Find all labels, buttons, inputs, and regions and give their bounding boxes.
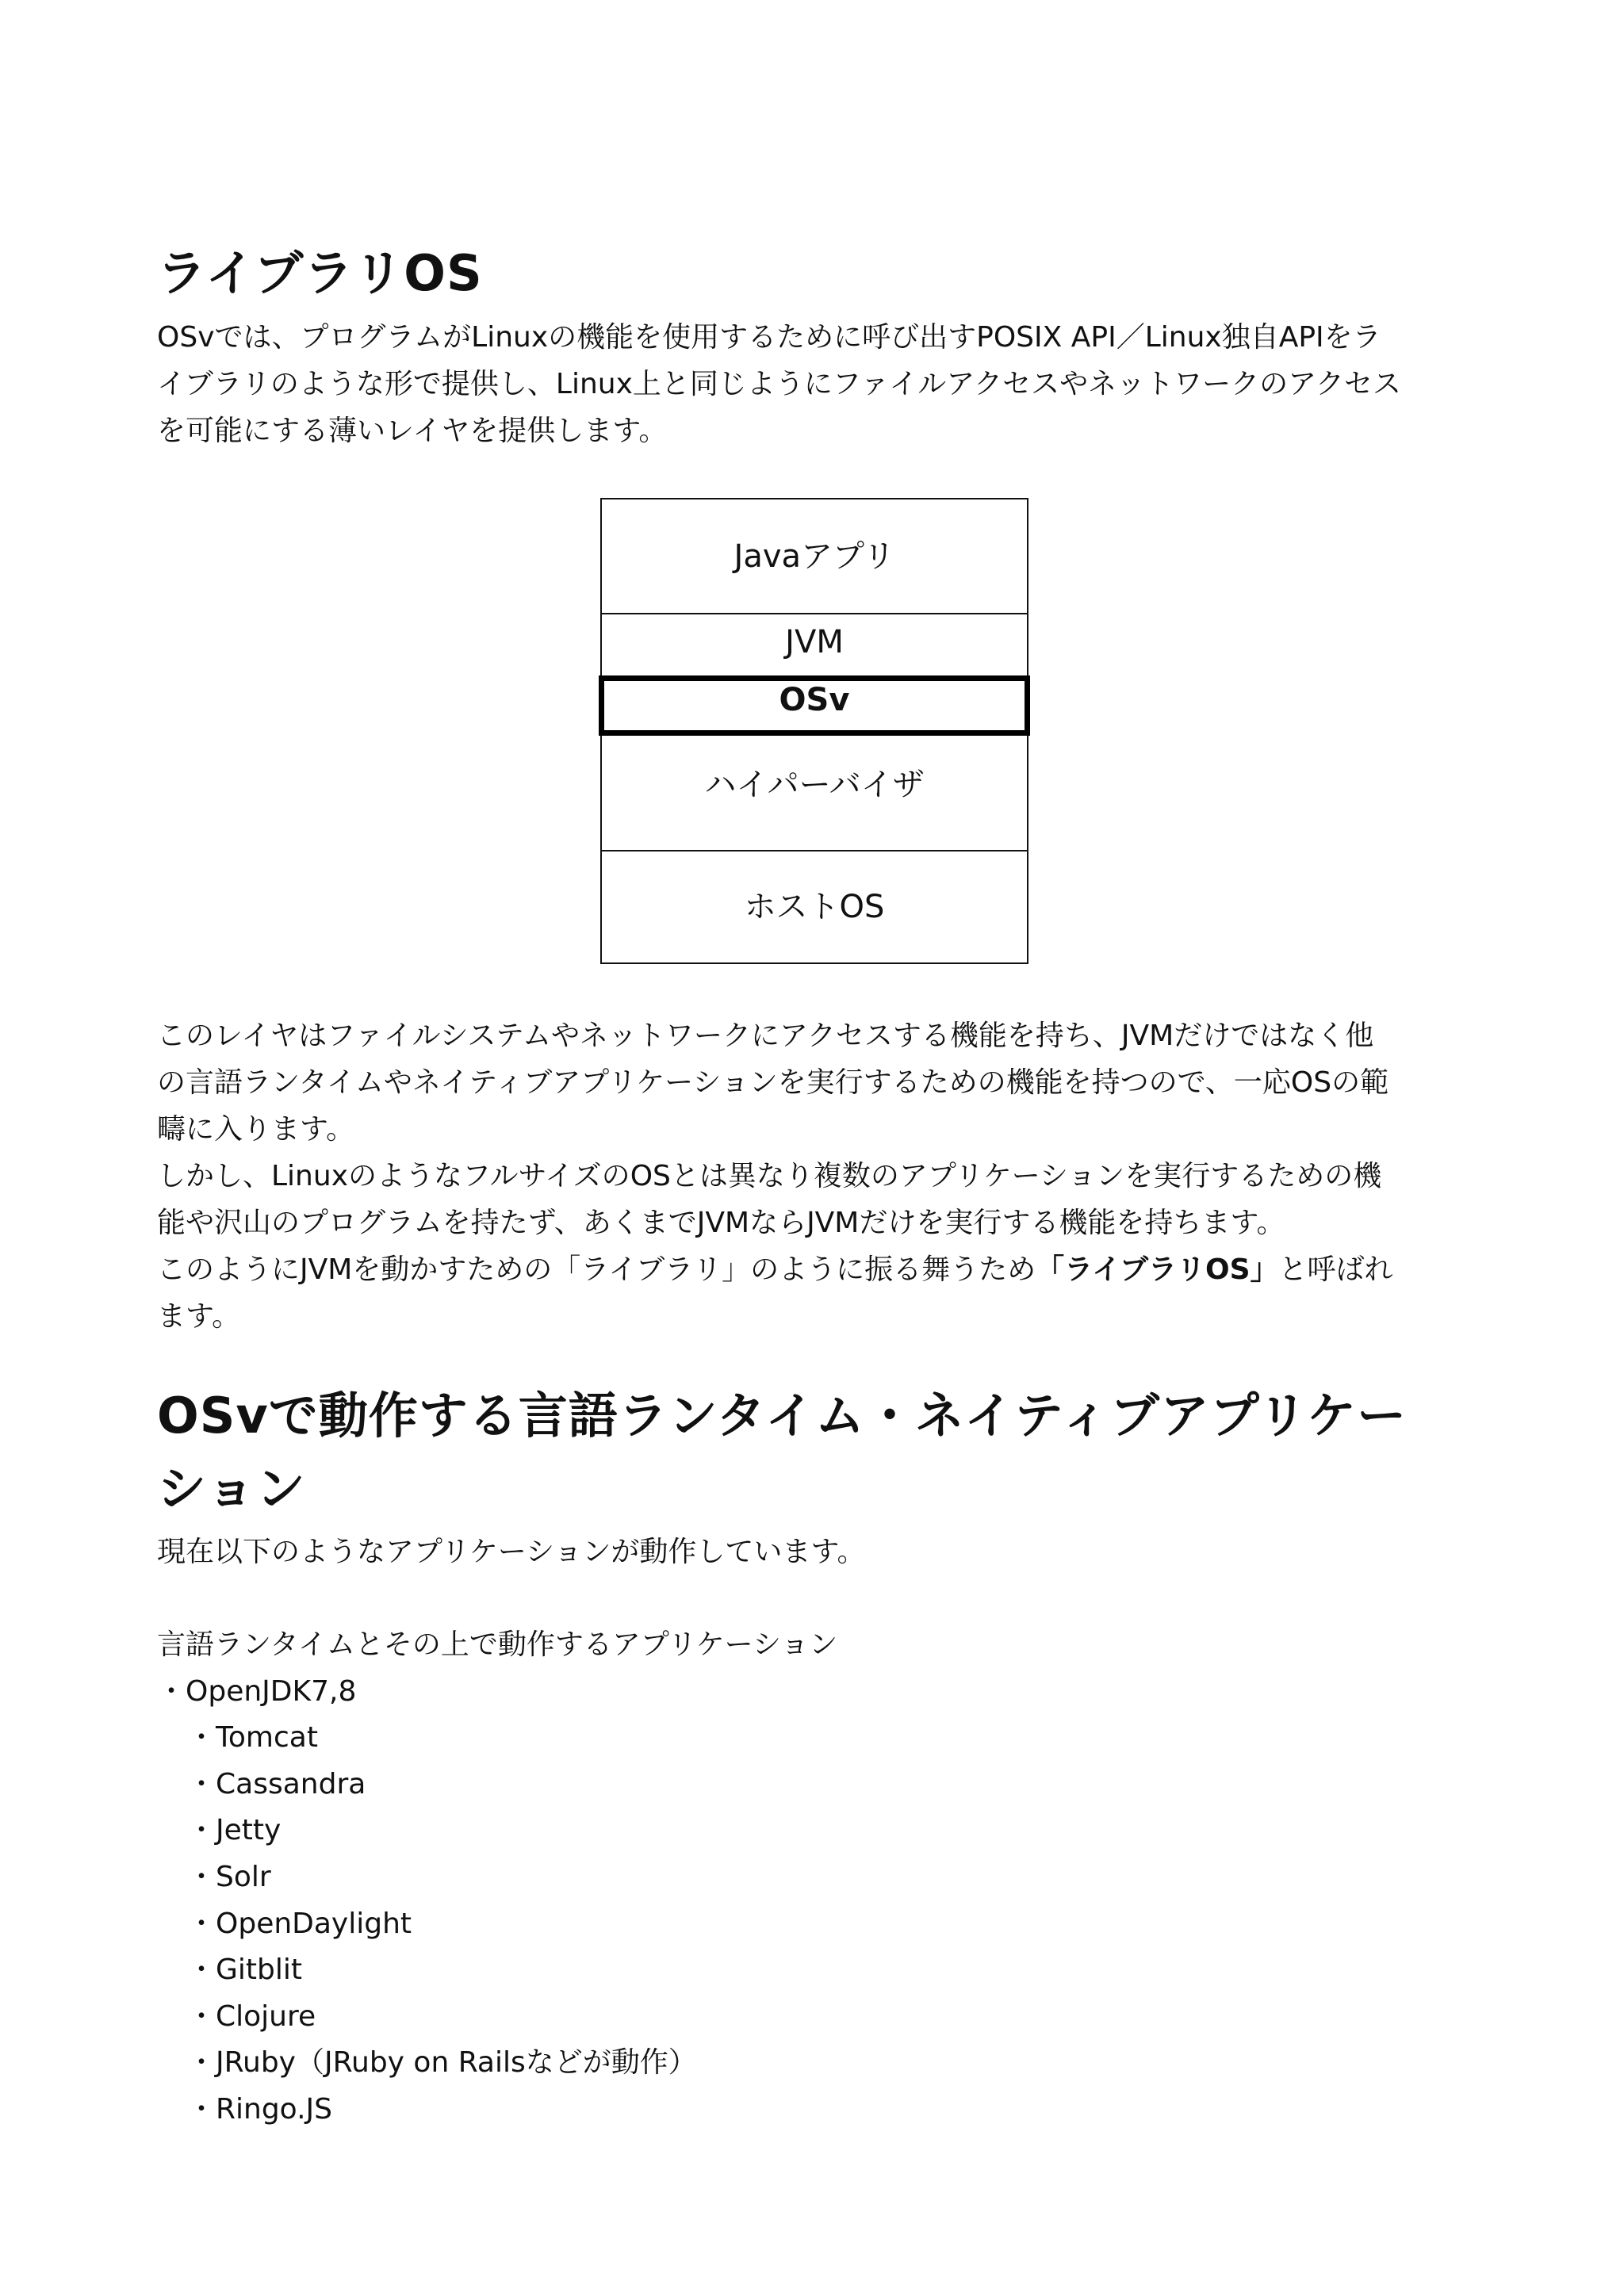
list-title: 言語ランタイムとその上で動作するアプリケーション <box>157 1628 838 1661</box>
body-line: 能や沢山のプログラムを持たず、あくまでJVMならJVMだけを実行する機能を持ちます。 <box>157 1207 1285 1239</box>
body-line-4-prefix: しかし、Linuxのようなフルサイズの <box>157 1160 630 1192</box>
layer-host-os: ホストOS <box>744 889 885 925</box>
intro-paragraph <box>157 314 1489 454</box>
layer-jvm: JVM <box>785 624 844 660</box>
section-heading-runtimes-line2: ション <box>157 1460 306 1517</box>
section2-intro: 現在以下のようなアプリケーションが動作しています。 <box>157 1536 866 1568</box>
list-item: ・OpenDaylight <box>187 1907 412 1940</box>
section-heading-runtimes-line1: OSvで動作する言語ランタイム・ネイティブアプリケー <box>157 1387 1408 1445</box>
list-item: ・Solr <box>187 1860 271 1893</box>
body-line: 疇に入ります。 <box>157 1113 355 1146</box>
layer-java-app: Javaアプリ <box>602 499 1027 614</box>
emphasis-suffix: と呼ばれ <box>1278 1253 1393 1286</box>
list-item: ・Gitblit <box>187 1954 302 1987</box>
emphasis-prefix: このようにJVMを動かすための「ライブラリ」のように振る舞うため <box>157 1253 1036 1286</box>
intro-line: を可能にする薄いレイヤを提供します。 <box>157 415 668 447</box>
list-item-runtime: ・OpenJDK7,8 <box>157 1674 357 1708</box>
body-line: の言語ランタイムやネイティブアプリケーションを実行するための機能を持つので、一応OSの範 <box>157 1066 1389 1099</box>
list-item: ・Cassandra <box>187 1767 366 1800</box>
intro-line: イブラリのような形で提供し、Linux上と同じようにファイルアクセスやネットワークのアクセス <box>157 368 1402 400</box>
layer-stack-diagram <box>600 498 1028 964</box>
body-line-4-suffix: とは異なり複数のアプリケーションを実行するための機 <box>670 1160 1382 1192</box>
list-item: ・Tomcat <box>187 1721 318 1755</box>
list-item: ・Ringo.JS <box>187 2092 332 2126</box>
list-item: ・Clojure <box>187 1999 316 2033</box>
layer-hypervisor: ハイパーバイザ <box>602 736 1027 851</box>
intro-line: OSvでは、プログラムがLinuxの機能を使用するために呼び出すPOSIX API／Linux独自APIをラ <box>157 321 1381 354</box>
library-os-term: 「ライブラリOS」 <box>1036 1253 1279 1286</box>
body-line <box>157 1153 1489 1200</box>
body-line: このレイヤはファイルシステムやネットワークにアクセスする機能を持ち、JVMだけではなく他 <box>157 1020 1374 1052</box>
body-line-4-os: OS <box>630 1160 671 1192</box>
layer-osv-highlighted: OSv <box>599 675 1030 736</box>
runtime-app-list <box>157 1622 1489 2133</box>
body-line: ます。 <box>157 1300 241 1333</box>
section-heading-library-os: ライブラリOS <box>157 244 483 302</box>
body-paragraph <box>157 1012 1489 1340</box>
body-line-emphasis <box>157 1246 1489 1293</box>
list-item: ・JRuby（JRuby on Railsなどが動作） <box>187 2046 697 2080</box>
list-item: ・Jetty <box>187 1814 282 1847</box>
